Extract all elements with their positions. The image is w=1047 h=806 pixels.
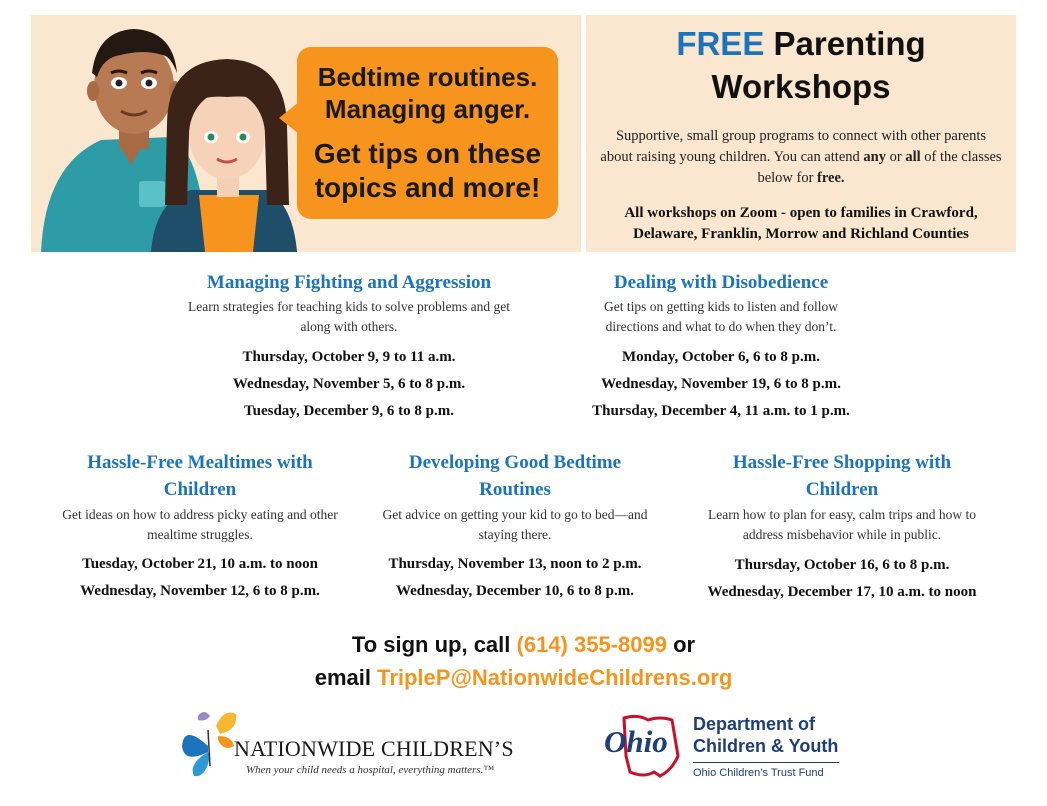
workshop-session: Wednesday, December 10, 6 to 8 p.m. bbox=[395, 583, 635, 599]
dcy-divider bbox=[693, 762, 839, 763]
nationwide-name: NATIONWIDE CHILDREN’S bbox=[234, 736, 514, 761]
intro-all: all bbox=[905, 149, 921, 165]
zoom-note: All workshops on Zoom - open to families in Crawford, Delaware, Franklin, Morrow and Richland Counties bbox=[624, 205, 978, 242]
workshop-session: Thursday, October 16, 6 to 8 p.m. bbox=[734, 557, 950, 573]
intro-free: free. bbox=[817, 170, 845, 186]
workshop-title-fighting: Managing Fighting and Aggression bbox=[206, 272, 492, 293]
workshop-session: Thursday, December 4, 11 a.m. to 1 p.m. bbox=[592, 403, 850, 419]
workshop-desc-fighting: Learn strategies for teaching kids to solve problems and get along with others. bbox=[187, 299, 511, 334]
dcy-subtitle: Ohio Children’s Trust Fund bbox=[693, 767, 824, 779]
title-parenting: Parenting bbox=[764, 25, 926, 62]
workshop-desc-disobedience: Get tips on getting kids to listen and follow directions and what to do when they don’t. bbox=[604, 299, 838, 334]
ohio-dcy-logo bbox=[604, 712, 854, 792]
bubble-line-1: Bedtime routines. bbox=[317, 62, 538, 92]
speech-bubble-tail bbox=[279, 102, 299, 134]
dcy-line-2: Children & Youth bbox=[693, 736, 839, 756]
workshop-session: Tuesday, December 9, 6 to 8 p.m. bbox=[244, 403, 454, 419]
workshop-session: Monday, October 6, 6 to 8 p.m. bbox=[621, 349, 821, 365]
signup-or: or bbox=[666, 632, 696, 657]
workshop-session: Wednesday, November 5, 6 to 8 p.m. bbox=[232, 376, 466, 392]
bubble-line-3: Get tips on these bbox=[313, 138, 542, 169]
intro-part-3: of the classes below for bbox=[757, 149, 1002, 186]
intro-part-2: or bbox=[885, 149, 906, 165]
bubble-text-bottom bbox=[297, 137, 558, 205]
workshop-session: Tuesday, October 21, 10 a.m. to noon bbox=[82, 556, 318, 572]
workshop-title-shopping: Hassle-Free Shopping with Children bbox=[732, 452, 952, 500]
title-free: FREE bbox=[676, 25, 765, 62]
signup-email-link[interactable]: TripleP@NationwideChildrens.org bbox=[377, 665, 733, 690]
signup-block bbox=[0, 628, 1047, 694]
intro-text bbox=[600, 126, 1002, 189]
ohio-wordmark: Ohio bbox=[604, 724, 668, 759]
signup-prefix: To sign up, call bbox=[351, 632, 517, 657]
title-workshops: Workshops bbox=[711, 68, 891, 105]
workshop-session: Thursday, November 13, noon to 2 p.m. bbox=[388, 556, 642, 572]
nationwide-tagline: When your child needs a hospital, everything matters.™ bbox=[246, 764, 495, 776]
signup-phone[interactable]: (614) 355-8099 bbox=[516, 632, 667, 657]
workshop-title-bedtime: Developing Good Bedtime Routines bbox=[408, 452, 622, 500]
workshop-session: Wednesday, November 19, 6 to 8 p.m. bbox=[601, 376, 841, 392]
workshop-desc-bedtime: Get advice on getting your kid to go to bed—and staying there. bbox=[382, 507, 648, 542]
workshop-title-disobedience: Dealing with Disobedience bbox=[613, 272, 829, 293]
bubble-line-4: topics and more! bbox=[314, 172, 541, 203]
page-title bbox=[586, 22, 1016, 108]
nationwide-childrens-logo bbox=[178, 706, 514, 786]
bubble-text-top bbox=[297, 61, 558, 125]
intro-part-1: Supportive, small group programs to connect with other parents about raising young children. You can attend bbox=[600, 128, 987, 165]
workshop-desc-shopping: Learn how to plan for easy, calm trips and how to address misbehavior while in public. bbox=[708, 507, 976, 542]
parents-illustration bbox=[31, 15, 311, 252]
workshop-title-mealtimes: Hassle-Free Mealtimes with Children bbox=[87, 452, 313, 500]
workshop-session: Thursday, October 9, 9 to 11 a.m. bbox=[242, 349, 456, 365]
workshop-session: Wednesday, November 12, 6 to 8 p.m. bbox=[80, 583, 320, 599]
intro-any: any bbox=[863, 149, 886, 165]
dcy-line-1: Department of bbox=[693, 714, 816, 734]
bubble-line-2: Managing anger. bbox=[324, 94, 531, 124]
workshop-session: Wednesday, December 17, 10 a.m. to noon bbox=[707, 584, 977, 600]
butterfly-icon bbox=[178, 706, 240, 780]
signup-email-prefix: email bbox=[314, 665, 378, 690]
workshop-desc-mealtimes: Get ideas on how to address picky eating and other mealtime struggles. bbox=[62, 507, 338, 542]
